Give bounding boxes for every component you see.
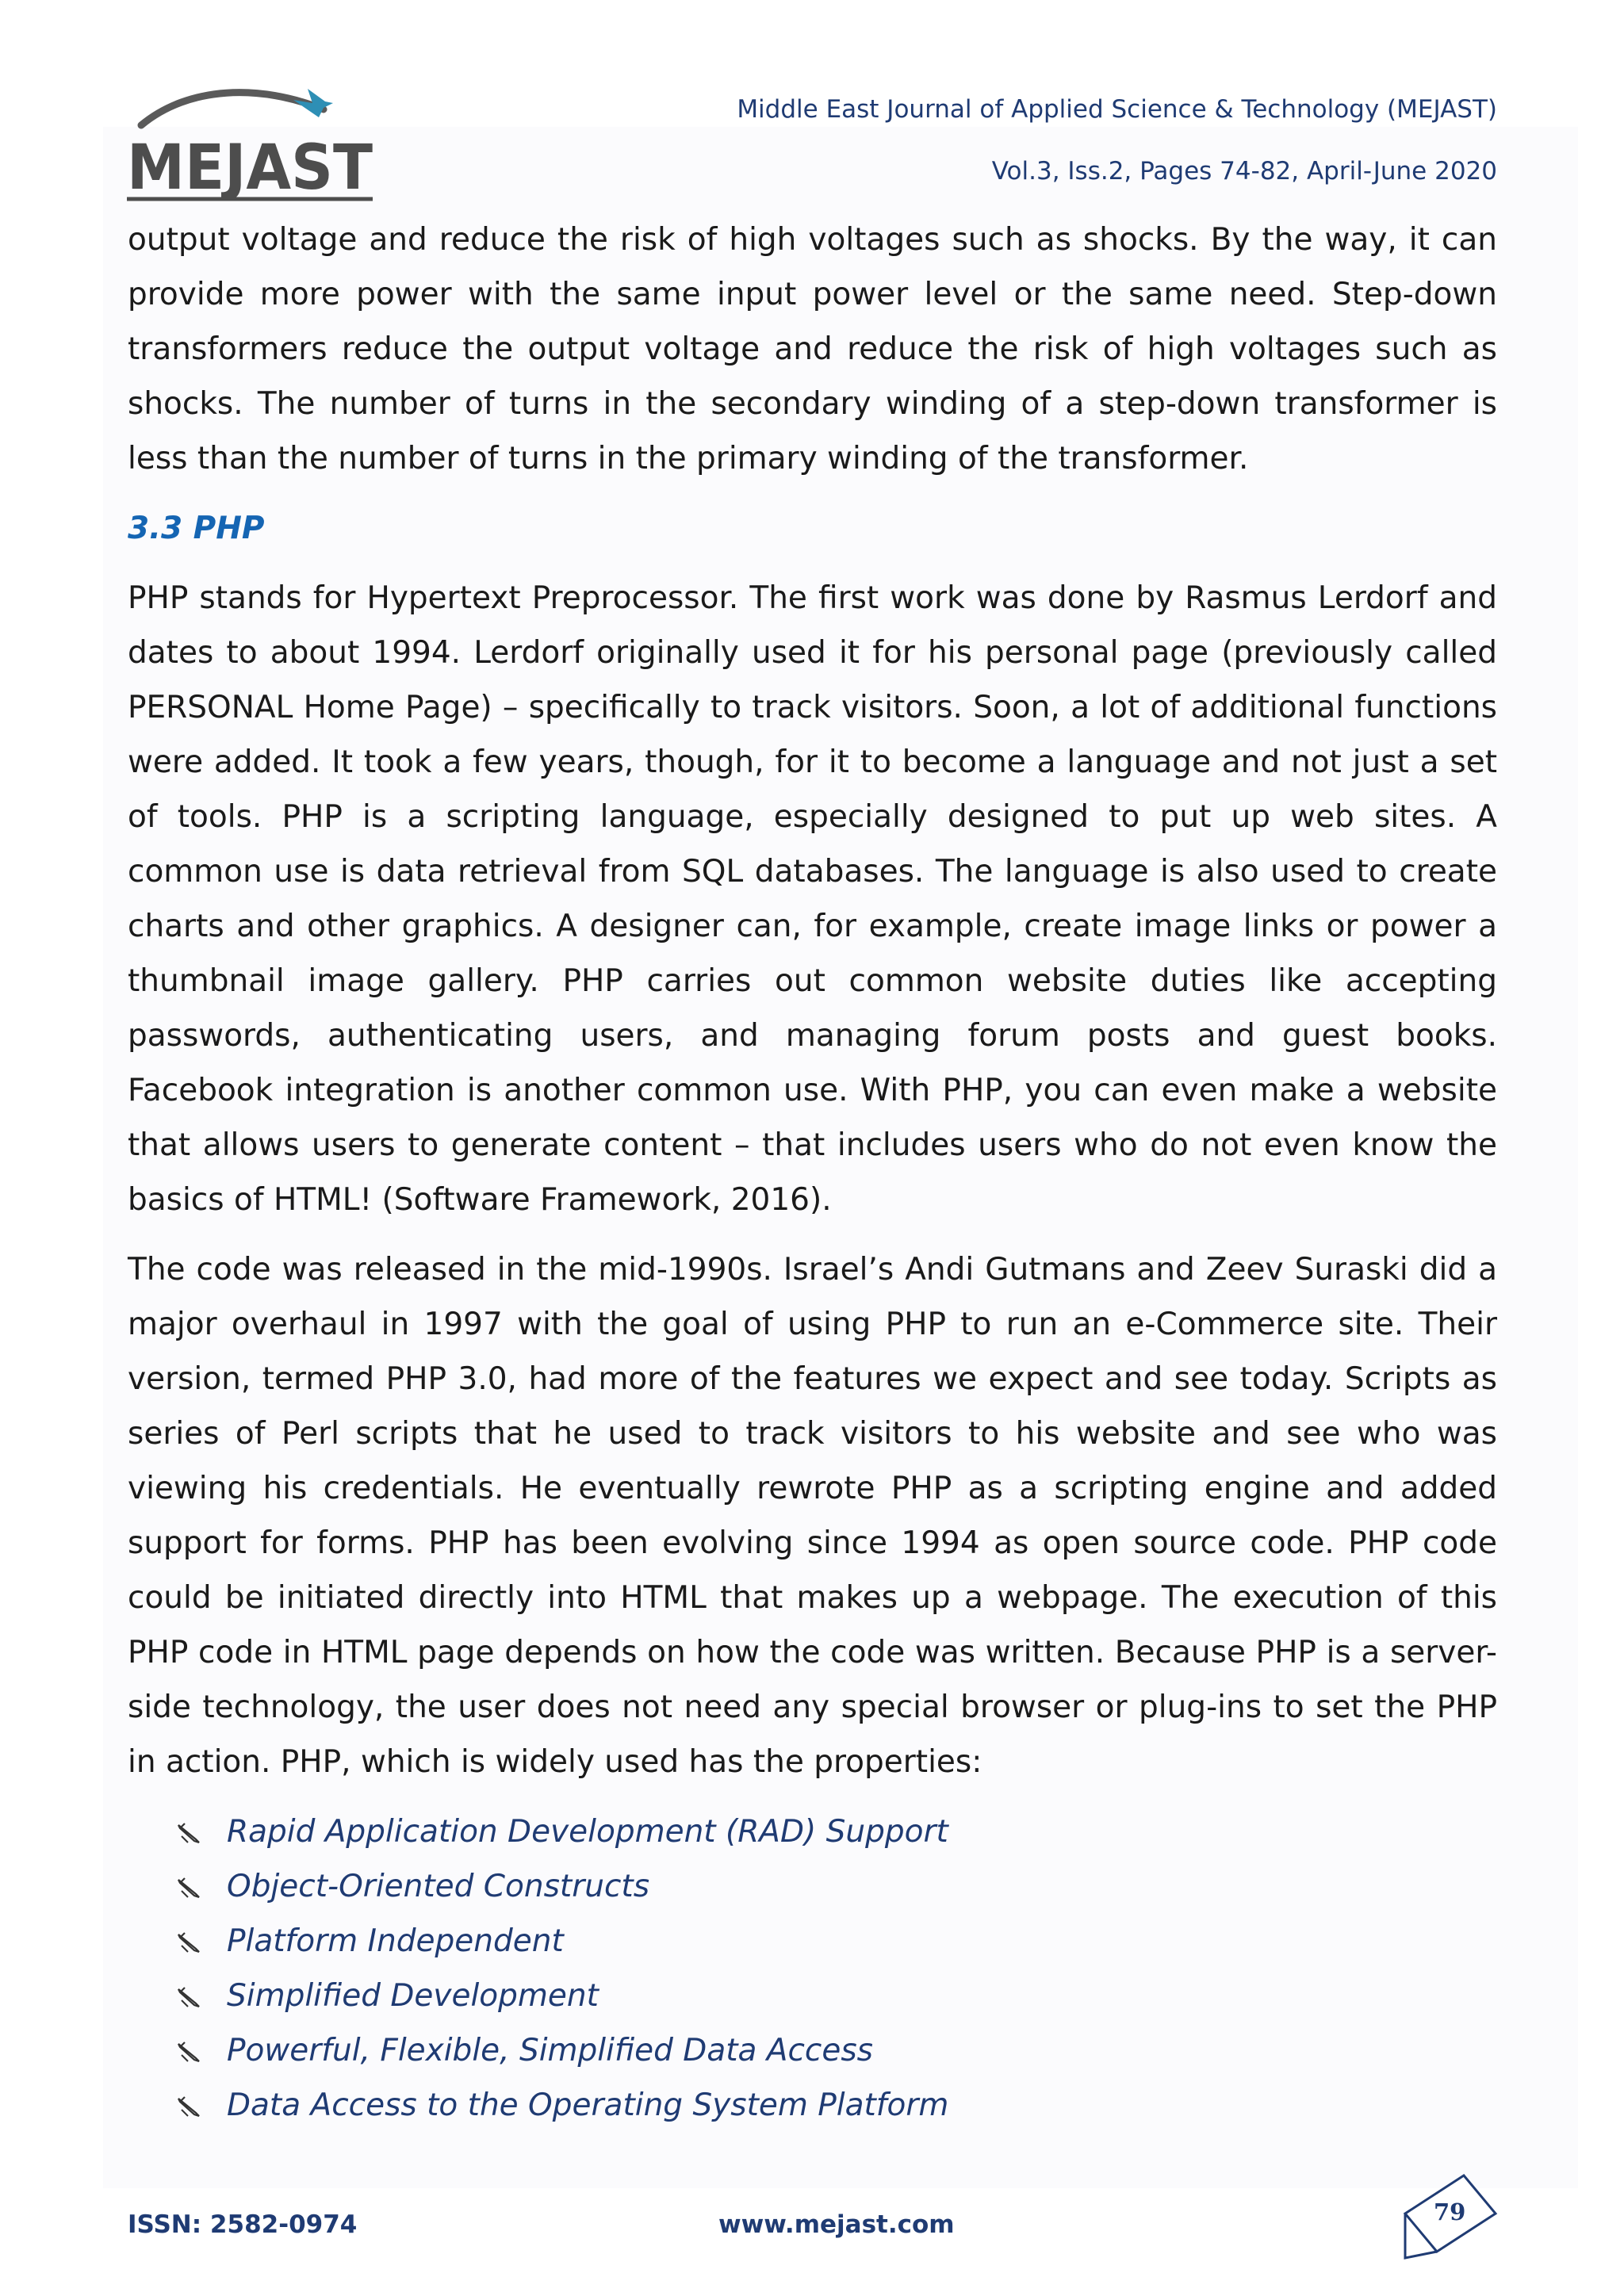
issue-info: Vol.3, Iss.2, Pages 74-82, April-June 2020 (991, 157, 1497, 186)
list-item-label: Data Access to the Operating System Platform (227, 2087, 949, 2123)
php-paragraph-1: PHP stands for Hypertext Preprocessor. The first work was done by Rasmus Lerdorf and dates to about 1994. Lerdorf originally used it for his personal page (previously called PERSONAL Home Page) – specifically to track visitors. Soon, a lot of additional functions were added. It took a few years, though, for it to become a language and not just a set of tools. PHP is a scripting language, especially designed to put up web sites. A common use is data retrieval from SQL databases. The language is also used to create charts and other graphics. A designer can, for example, create image links or power a thumbnail image gallery. PHP carries out common website duties like accepting passwords, authenticating users, and managing forum posts and guest books. Facebook integration is another common use. With PHP, you can even make a website that allows users to generate content – that includes users who do not even know the basics of HTML! (Software Framework, 2016). (128, 580, 1497, 1218)
journal-name: Middle East Journal of Applied Science & Technology (MEJAST) (737, 95, 1497, 124)
pen-bullet-icon (177, 1986, 201, 2008)
footer-issn: ISSN: 2582-0974 (128, 2210, 358, 2239)
pen-bullet-icon (177, 1931, 201, 1954)
article-body (128, 212, 1497, 2133)
list-item-label: Object-Oriented Constructs (227, 1869, 650, 1904)
list-item (177, 1804, 1497, 1859)
pen-bullet-icon (177, 1822, 201, 1844)
list-item-label: Rapid Application Development (RAD) Support (227, 1814, 948, 1850)
footer-website-link[interactable]: www.mejast.com (718, 2210, 955, 2239)
php-paragraph-2: The code was released in the mid-1990s. Israel’s Andi Gutmans and Zeev Suraski did a major overhaul in 1997 with the goal of using PHP to run an e-Commerce site. Their version, termed PHP 3.0, had more of the features we expect and see today. Scripts as series of Perl scripts that he used to track visitors to his website and see who was viewing his credentials. He eventually rewrote PHP as a scripting engine and added support for forms. PHP has been evolving since 1994 as open source code. PHP code could be initiated directly into HTML that makes up a webpage. The execution of this PHP code in HTML page depends on how the code was written. Because PHP is a server-side technology, the user does not need any special browser or plug-ins to set the PHP in action. PHP, which is widely used has the properties: (128, 1252, 1497, 1780)
list-item-label: Powerful, Flexible, Simplified Data Access (227, 2033, 874, 2068)
list-item (177, 1969, 1497, 2023)
list-item-label: Platform Independent (227, 1923, 564, 1959)
logo-arc (141, 93, 324, 125)
page-number: 79 (1434, 2198, 1466, 2225)
list-item (177, 1859, 1497, 1914)
intro-paragraph: output voltage and reduce the risk of high voltages such as shocks. By the way, it can provide more power with the same input power level or the same need. Step-down transformers reduce the output voltage and reduce the risk of high voltages such as shocks. The number of turns in the secondary winding of a step-down transformer is less than the number of turns in the primary winding of the transformer. (128, 222, 1497, 476)
section-heading: 3.3 PHP (128, 511, 265, 546)
pen-bullet-icon (177, 2095, 201, 2118)
list-item (177, 2078, 1497, 2133)
properties-list (128, 1804, 1497, 2133)
pen-bullet-icon (177, 2041, 201, 2063)
list-item-label: Simplified Development (227, 1978, 599, 2014)
bird-icon (293, 89, 333, 117)
list-item (177, 2023, 1497, 2078)
list-item (177, 1914, 1497, 1969)
logo-wordmark: MEJAST (127, 132, 373, 204)
mejast-logo (125, 86, 379, 205)
pen-bullet-icon (177, 1877, 201, 1899)
